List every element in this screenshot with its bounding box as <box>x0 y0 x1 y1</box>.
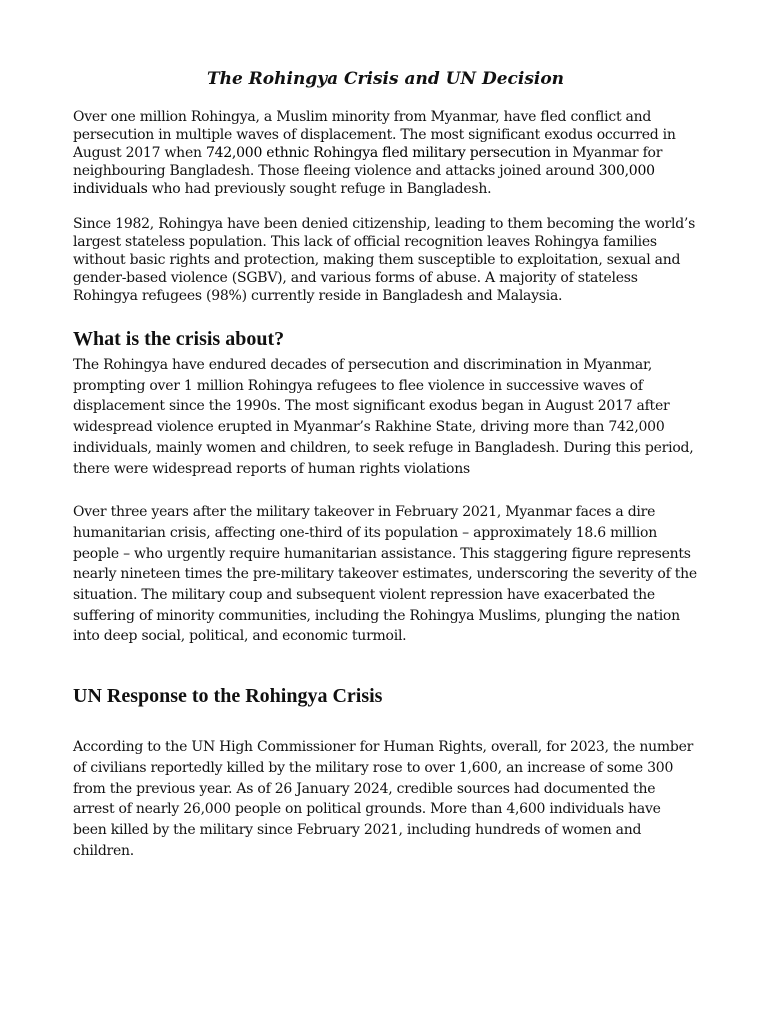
intro-paragraph-2: Since 1982, Rohingya have been denied citizenship, leading to them becoming the world’s largest stateless population. This lack of official recognition leaves Rohingya families without basic rights and protection, making them susceptible to exploitation, sexual and gender-based violence (SGBV), and various forms of abuse. A majority of stateless Rohingya refugees (98%) currently reside in Bangladesh and Malaysia. <box>73 216 696 304</box>
un-response-paragraph-1: According to the UN High Commissioner for Human Rights, overall, for 2023, the number of civilians reportedly killed by the military rose to over 1,600, an increase of some 300 from the previous year. As of 26 January 2024, credible sources had documented the arrest of nearly 26,000 people on political grounds. More than 4,600 individuals have been killed by the military since February 2021, including hundreds of women and children. <box>73 739 694 859</box>
link-300000-individuals[interactable]: 300,000 individuals <box>73 163 655 197</box>
crisis-paragraph-1: The Rohingya have endured decades of persecution and discrimination in Myanmar, prompting over 1 million Rohingya refugees to flee violence in successive waves of displacement since the 1990s. The most significant exodus began in August 2017 after widespread violence erupted in Myanmar’s Rakhine State, driving more than 742,000 individuals, mainly women and children, to seek refuge in Bangladesh. During this period, there were widespread reports of human rights violations <box>73 357 694 477</box>
document-title: The Rohingya Crisis and UN Decision <box>206 69 565 89</box>
section-heading-un-response: UN Response to the Rohingya Crisis <box>73 685 383 708</box>
section-heading-crisis: What is the crisis about? <box>73 328 285 350</box>
intro-paragraph-1 <box>73 108 698 198</box>
link-742000-fled[interactable]: 742,000 ethnic Rohingya fled military persecution <box>205 145 551 161</box>
intro-text-2: in Myanmar for neighbouring Bangladesh. Those fleeing violence and attacks joined around <box>73 145 663 179</box>
intro-text-3: who had previously sought refuge in Bangladesh. <box>147 181 492 197</box>
document-page <box>73 66 698 861</box>
intro-text-1: Over one million Rohingya, a Muslim minority from Myanmar, have fled conflict and persecution in multiple waves of displacement. The most significant exodus occurred in August 2017 when <box>73 109 676 161</box>
crisis-paragraph-2: Over three years after the military takeover in February 2021, Myanmar faces a dire humanitarian crisis, affecting one-third of its population – approximately 18.6 million people – who urgently require humanitarian assistance. This staggering figure represents nearly nineteen times the pre-military takeover estimates, underscoring the severity of the situation. The military coup and subsequent violent repression have exacerbated the suffering of minority communities, including the Rohingya Muslims, plunging the nation into deep social, political, and economic turmoil. <box>73 504 697 645</box>
